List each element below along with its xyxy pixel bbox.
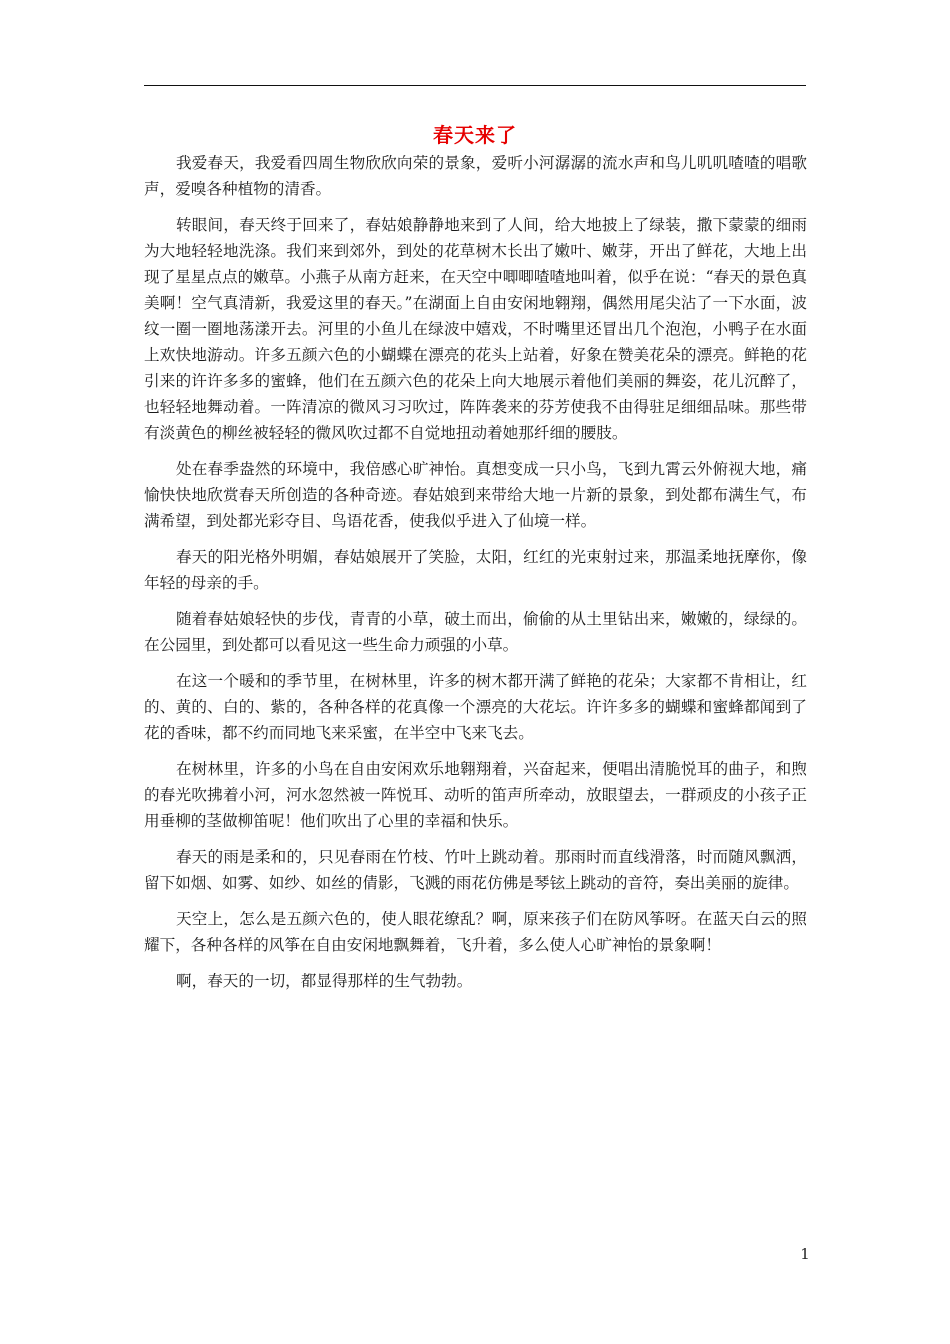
paragraph: 春天的阳光格外明媚，春姑娘展开了笑脸，太阳，红红的光束射过来，那温柔地抚摩你，像年轻的母亲的手。	[144, 548, 807, 592]
paragraph: 天空上，怎么是五颜六色的，使人眼花缭乱？啊，原来孩子们在防风筝呀。在蓝天白云的照耀下，各种各样的风筝在自由安闲地飘舞着，飞升着，多么使人心旷神怡的景象啊！	[144, 910, 807, 954]
paragraph: 在这一个暖和的季节里，在树林里，许多的树木都开满了鲜艳的花朵；大家都不肯相让，红的、黄的、白的、紫的，各种各样的花真像一个漂亮的大花坛。许许多多的蝴蝶和蜜蜂都闻到了花的香味，都不约而同地飞来采蜜，在半空中飞来飞去。	[144, 672, 807, 742]
paragraph: 在树林里，许多的小鸟在自由安闲欢乐地翱翔着，兴奋起来，便唱出清脆悦耳的曲子，和煦的春光吹拂着小河，河水忽然被一阵悦耳、动听的笛声所牵动，放眼望去，一群顽皮的小孩子正用垂柳的茎做柳笛呢！他们吹出了心里的幸福和快乐。	[144, 760, 807, 830]
paragraph: 随着春姑娘轻快的步伐，青青的小草，破土而出，偷偷的从土里钻出来，嫩嫩的，绿绿的。在公园里，到处都可以看见这一些生命力顽强的小草。	[144, 610, 807, 654]
paragraph: 转眼间，春天终于回来了，春姑娘静静地来到了人间，给大地披上了绿装，撒下蒙蒙的细雨为大地轻轻地洗涤。我们来到郊外，到处的花草树木长出了嫩叶、嫩芽，开出了鲜花，大地上出现了星星点点的嫩草。小燕子从南方赶来，在天空中唧唧喳喳地叫着，似乎在说：“春天的景色真美啊！空气真清新，我爱这里的春天。”在湖面上自由安闲地翱翔，偶然用尾尖沾了一下水面，波纹一圈一圈地荡漾开去。河里的小鱼儿在绿波中嬉戏，不时嘴里还冒出几个泡泡，小鸭子在水面上欢快地游动。许多五颜六色的小蝴蝶在漂亮的花头上站着，好象在赞美花朵的漂亮。鲜艳的花引来的许许多多的蜜蜂，他们在五颜六色的花朵上向大地展示着他们美丽的舞姿，花儿沉醉了，也轻轻地舞动着。一阵清凉的微风习习吹过，阵阵袭来的芬芳使我不由得驻足细细品味。那些带有淡黄色的柳丝被轻轻的微风吹过都不自觉地扭动着她那纤细的腰肢。	[144, 216, 807, 442]
paragraph: 啊，春天的一切，都显得那样的生气勃勃。	[176, 972, 473, 990]
header-rule	[144, 85, 806, 86]
paragraph: 我爱春天，我爱看四周生物欣欣向荣的景象，爱听小河潺潺的流水声和鸟儿叽叽喳喳的唱歌声，爱嗅各种植物的清香。	[144, 154, 807, 198]
document-title: 春天来了	[433, 123, 517, 147]
document-body	[144, 150, 807, 1004]
paragraph: 春天的雨是柔和的，只见春雨在竹枝、竹叶上跳动着。那雨时而直线滑落，时而随风飘洒，留下如烟、如雾、如纱、如丝的倩影，飞溅的雨花仿佛是琴铉上跳动的音符，奏出美丽的旋律。	[144, 848, 807, 892]
paragraph: 处在春季盎然的环境中，我倍感心旷神怡。真想变成一只小鸟，飞到九霄云外俯视大地，痛愉快快地欣赏春天所创造的各种奇迹。春姑娘到来带给大地一片新的景象，到处都布满生气，布满希望，到处都光彩夺目、鸟语花香，使我似乎进入了仙境一样。	[144, 460, 807, 530]
page-number: 1	[800, 1245, 810, 1263]
